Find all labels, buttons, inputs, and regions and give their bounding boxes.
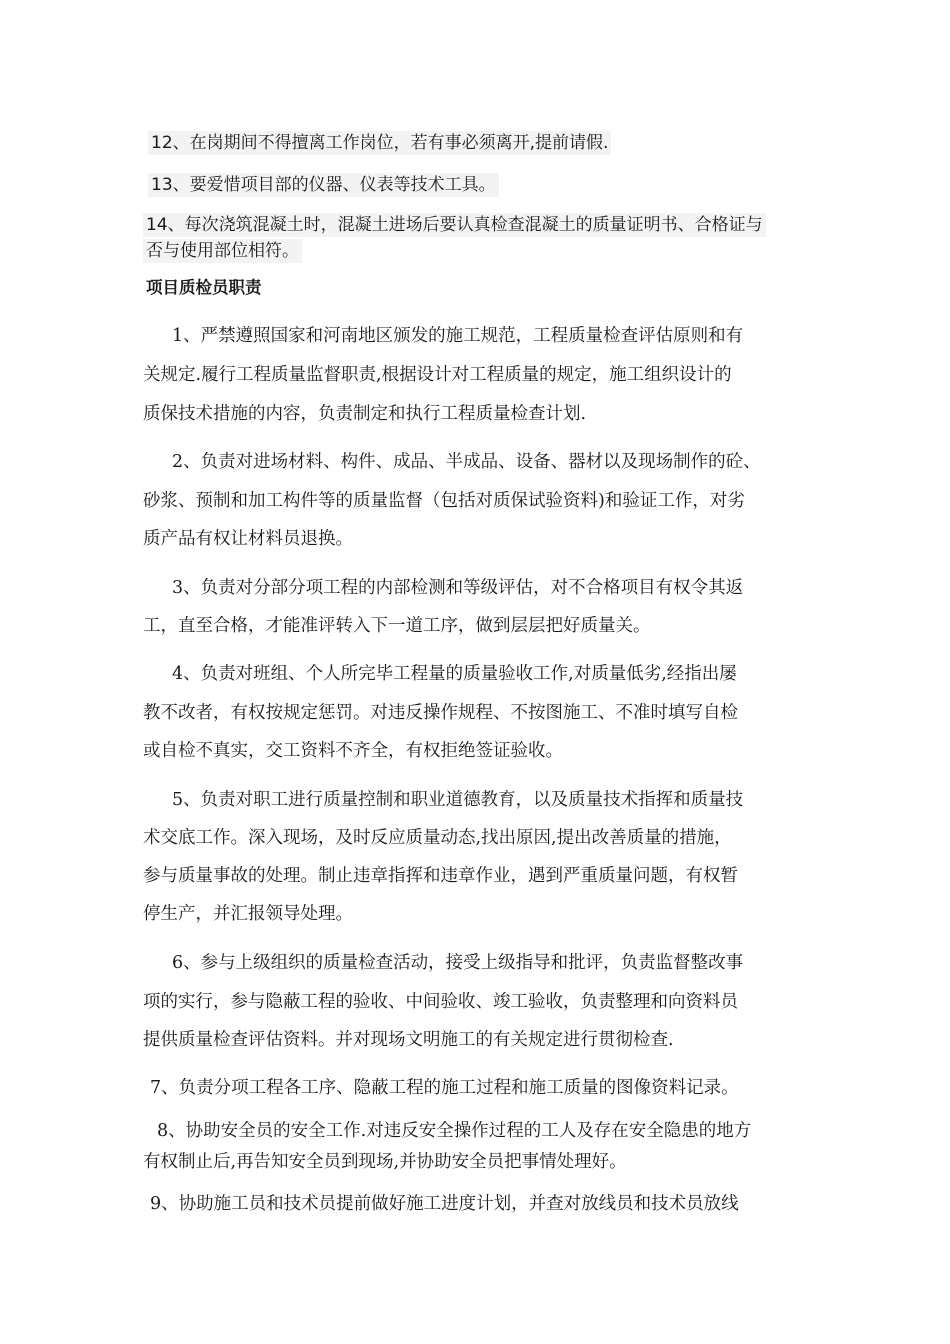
section-title: 项目质检员职责 <box>146 278 262 297</box>
duty-1-line-2: 关规定.履行工程质量监督职责,根据设计对工程质量的规定，施工组织设计的 <box>143 365 732 385</box>
duty-5-line-4: 停生产，并汇报领导处理。 <box>143 904 353 924</box>
duty-8-line-2: 有权制止后,再告知安全员到现场,并协助安全员把事情处理好。 <box>143 1152 627 1172</box>
intro-item-12-text: 12、在岗期间不得擅离工作岗位，若有事必须离开,提前请假. <box>148 131 611 155</box>
duty-4-line-2: 教不改者，有权按规定惩罚。对违反操作规程、不按图施工、不准时填写自检 <box>143 703 738 723</box>
duty-5-line-2: 术交底工作。深入现场，及时反应质量动态,找出原因,提出改善质量的措施， <box>143 828 732 848</box>
intro-item-12 <box>148 128 611 153</box>
intro-item-13-text: 13、要爱惜项目部的仪器、仪表等技术工具。 <box>148 173 499 197</box>
duty-2-line-1: 2、负责对进场材料、构件、成品、半成品、设备、器材以及现场制作的砼、 <box>172 452 761 472</box>
duty-7-line-1: 7、负责分项工程各工序、隐蔽工程的施工过程和施工质量的图像资料记录。 <box>150 1078 739 1098</box>
duty-6-line-3: 提供质量检查评估资料。并对现场文明施工的有关规定进行贯彻检查. <box>143 1030 674 1050</box>
duty-6-line-1: 6、参与上级组织的质量检查活动，接受上级指导和批评，负责监督整改事 <box>172 953 744 973</box>
duty-2-line-2: 砂浆、预制和加工构件等的质量监督（包括对质保试验资料)和验证工作，对劣 <box>143 491 745 511</box>
duty-5-line-1: 5、负责对职工进行质量控制和职业道德教育，以及质量技术指挥和质量技 <box>172 790 744 810</box>
intro-item-14-text-1: 14、每次浇筑混凝土时，混凝土进场后要认真检查混凝土的质量证明书、合格证与 <box>143 213 766 237</box>
duty-5-line-3: 参与质量事故的处理。制止违章指挥和违章作业，遇到严重质量问题，有权暂 <box>143 866 738 886</box>
duty-3-line-2: 工，直至合格，才能准评转入下一道工序，做到层层把好质量关。 <box>143 616 651 636</box>
duty-4-line-1: 4、负责对班组、个人所完毕工程量的质量验收工作,对质量低劣,经指出屡 <box>172 664 737 684</box>
duty-3-line-1: 3、负责对分部分项工程的内部检测和等级评估，对不合格项目有权令其返 <box>172 578 744 598</box>
intro-item-14-line-1 <box>143 210 766 235</box>
intro-item-14-text-2: 否与使用部位相符。 <box>143 239 302 263</box>
duty-1-line-1: 1、严禁遵照国家和河南地区颁发的施工规范，工程质量检查评估原则和有 <box>172 326 744 346</box>
intro-item-14-line-2 <box>143 236 302 261</box>
duty-6-line-2: 项的实行，参与隐蔽工程的验收、中间验收、竣工验收，负责整理和向资料员 <box>143 992 738 1012</box>
intro-item-13 <box>148 170 499 195</box>
duty-8-line-1: 8、协助安全员的安全工作.对违反安全操作过程的工人及存在安全隐患的地方 <box>157 1121 752 1141</box>
duty-1-line-3: 质保技术措施的内容，负责制定和执行工程质量检查计划. <box>143 404 587 424</box>
duty-2-line-3: 质产品有权让材料员退换。 <box>143 529 353 549</box>
duty-4-line-3: 或自检不真实，交工资料不齐全，有权拒绝签证验收。 <box>143 741 563 761</box>
duty-9-line-1: 9、协助施工员和技术员提前做好施工进度计划，并查对放线员和技术员放线 <box>150 1194 739 1214</box>
